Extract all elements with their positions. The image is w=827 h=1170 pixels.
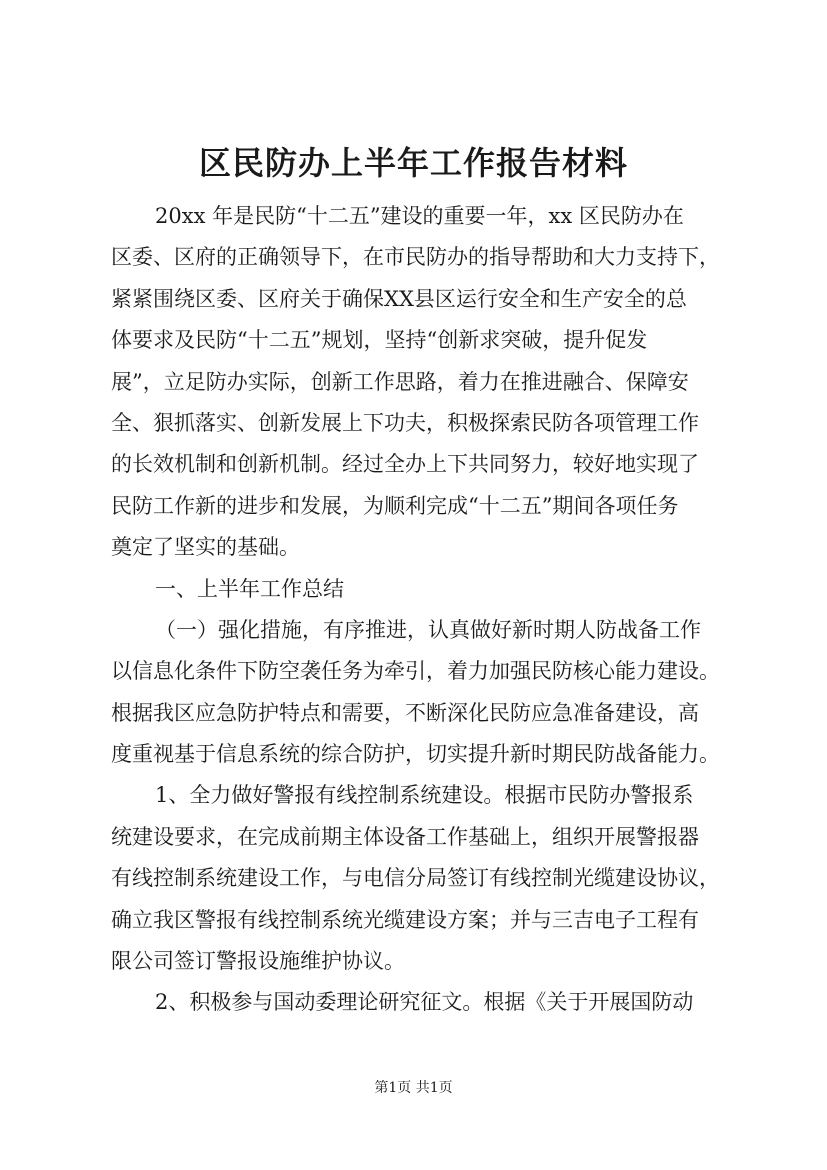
text-line: 统建设要求，在完成前期主体设备工作基础上，组织开展警报器 xyxy=(111,824,699,849)
text-line: 奠定了坚实的基础。 xyxy=(111,535,300,560)
text-line: 1、全力做好警报有线控制系统建设。根据市民防办警报系 xyxy=(155,783,694,808)
text-line: 根据我区应急防护特点和需要，不断深化民防应急准备建设，高 xyxy=(111,700,699,725)
text-line: 展”，立足防办实际，创新工作思路，着力在推进融合、保障安 xyxy=(111,369,689,394)
document-title: 区民防办上半年工作报告材料 xyxy=(198,144,628,182)
section-heading: 一、上半年工作总结 xyxy=(155,576,344,601)
text-line: 紧紧围绕区委、区府关于确保XX县区运行安全和生产安全的总 xyxy=(111,286,687,311)
text-line: 20xx 年是民防“十二五”建设的重要一年，xx 区民防办在 xyxy=(155,204,684,228)
subsection-heading: （一）强化措施，有序推进，认真做好新时期人防战备工作 xyxy=(155,617,701,642)
text-line: 以信息化条件下防空袭任务为牵引，着力加强民防核心能力建设。 xyxy=(111,659,720,684)
text-line: 2、积极参与国动委理论研究征文。根据《关于开展国防动 xyxy=(155,990,694,1015)
text-line: 区委、区府的正确领导下，在市民防办的指导帮助和大力支持下， xyxy=(111,245,720,270)
text-line: 的长效机制和创新机制。经过全办上下共同努力，较好地实现了 xyxy=(111,452,699,477)
text-line: 全、狠抓落实、创新发展上下功夫，积极探索民防各项管理工作 xyxy=(111,410,699,435)
page-number-footer: 第1页 共1页 xyxy=(374,1080,453,1096)
text-line: 度重视基于信息系统的综合防护，切实提升新时期民防战备能力。 xyxy=(111,742,720,767)
text-line: 有线控制系统建设工作，与电信分局签订有线控制光缆建设协议， xyxy=(111,866,720,891)
text-line: 民防工作新的进步和发展，为顺利完成“十二五”期间各项任务 xyxy=(111,493,679,518)
text-line: 体要求及民防“十二五”规划，坚持“创新求突破，提升促发 xyxy=(111,328,648,353)
text-line: 确立我区警报有线控制系统光缆建设方案；并与三吉电子工程有 xyxy=(111,907,699,932)
text-line: 限公司签订警报设施维护协议。 xyxy=(111,949,405,974)
document-body xyxy=(111,196,731,1024)
